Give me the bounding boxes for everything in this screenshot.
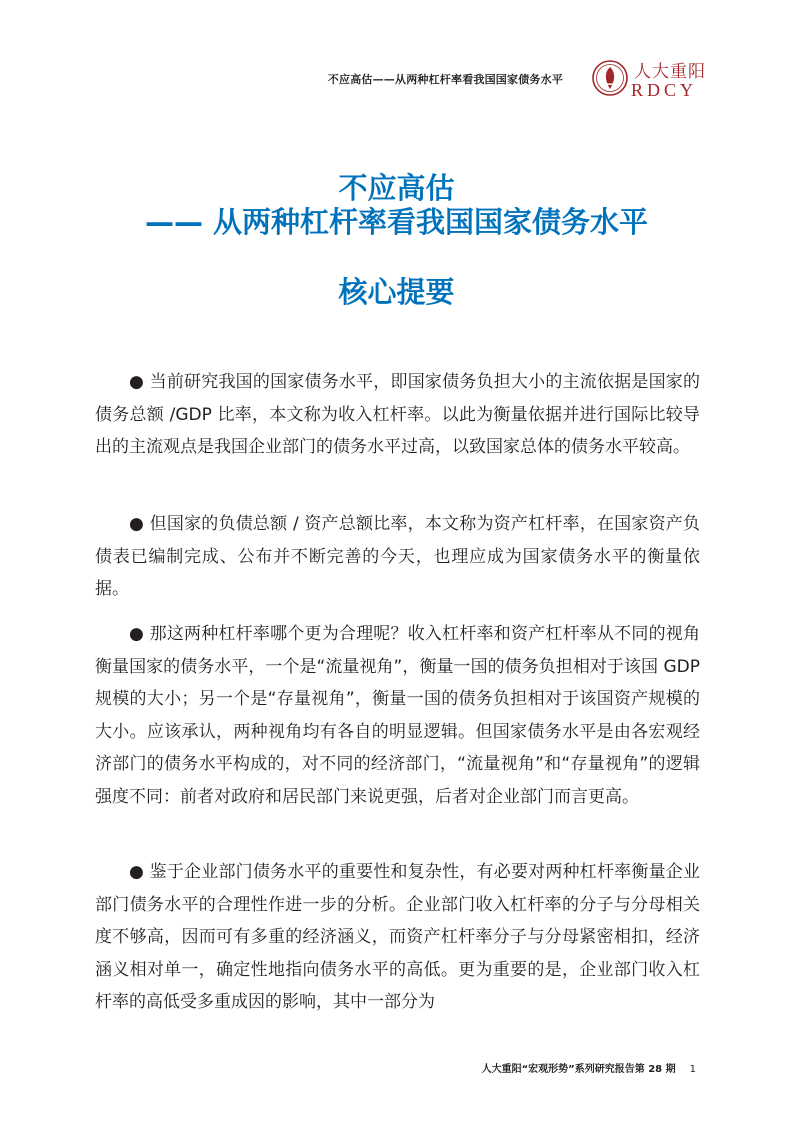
page-subtitle: —— 从两种杠杆率看我国国家债务水平 [144,205,649,239]
footer-series: 人大重阳“宏观形势”系列研究报告第 28 期 [481,1064,676,1075]
page-footer [482,1060,696,1075]
summary-paragraph-1 [95,366,700,464]
running-title: 不应高估——从两种杠杆率看我国国家债务水平 [327,73,563,86]
paragraph-text: ● 鉴于企业部门债务水平的重要性和复杂性，有必要对两种杠杆率衡量企业部门债务水平的合理性作进一步的分析。企业部门收入杠杆率的分子与分母相关度不够高，因而可有多重的经济涵义，而资产杠杆率分子与分母紧密相扣，经济涵义相对单一，确定性地指向债务水平的高低。更为重要的是，企业部门收入杠杆率的高低受多重成因的影响，其中一部分为 [95,862,700,1012]
paragraph-text: ● 但国家的负债总额 / 资产总额比率，本文称为资产杠杆率，在国家资产负债表已编制完成、公布并不断完善的今天，也理应成为国家债务水平的衡量依据。 [95,514,700,599]
logo-emblem-icon [591,59,629,97]
section-heading: 核心提要 [338,275,455,309]
page-number: 1 [689,1064,696,1075]
paragraph-text: ● 那这两种杠杆率哪个更为合理呢？收入杠杆率和资产杠杆率从不同的视角衡量国家的债务水平，一个是“流量视角”，衡量一国的债务负担相对于该国 GDP 规模的大小；另一个是“存量视角”，衡量一国的债务负担相对于该国资产规模的大小。应该承认，两种视角均有各自的明显逻辑。但国家债务水平是由各宏观经济部门的债务水平构成的，对不同的经济部门，“流量视角”和“存量视角”的逻辑强度不同：前者对政府和居民部门来说更强，后者对企业部门而言更高。 [95,624,700,807]
summary-paragraph-4 [95,856,700,1019]
logo-chinese-text: 人大重阳 [634,62,706,82]
logo-english-text: RDCY [631,80,698,100]
page-title: 不应高估 [338,171,455,205]
paragraph-text: ● 当前研究我国的国家债务水平，即国家债务负担大小的主流依据是国家的债务总额 /GDP 比率，本文称为收入杠杆率。以此为衡量依据并进行国际比较导出的主流观点是我国企业部门的债务水平过高，以致国家总体的债务水平较高。 [95,372,700,457]
summary-paragraph-3 [95,618,700,813]
rdcy-logo [591,57,706,101]
summary-paragraph-2 [95,508,700,606]
